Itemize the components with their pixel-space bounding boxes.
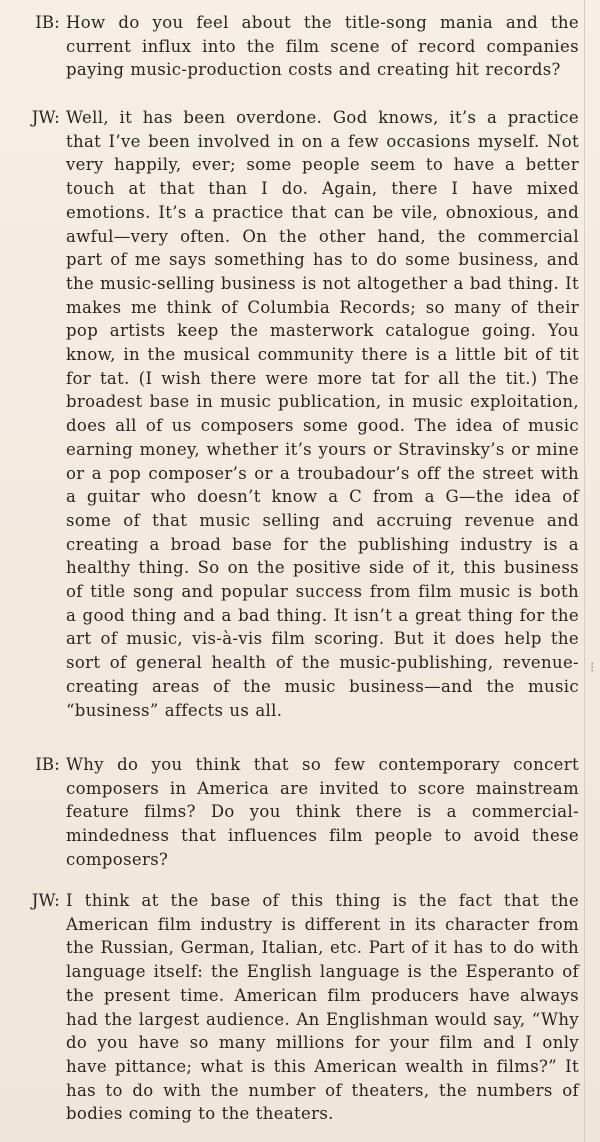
- page-edge-line: [584, 0, 585, 1142]
- answer-text: I think at the base of this thing is the fact that the American film industry is different in its character from the Russian, German, Italian, etc. Part of it has to do with language itself: the English language is the Esperanto of the present time. American film producers have always had the largest audience. An Englishman would say, “Why do you have so many millions for your film and I only have pittance; what is this American wealth in films?” It has to do with the number of theaters, the numbers of bodies coming to the theaters.: [66, 891, 579, 1124]
- answer-text: Well, it has been overdone. God knows, it’s a practice that I’ve been involved in on a few occasions myself. Not very happily, ever; some people seem to have a better touch at that than I do. Again, there I have mixed emotions. It’s a practice that can be vile, obnoxious, and awful—very often. On the other hand, the commercial part of me says something has to do some business, and the music-selling business is not altogether a bad thing. It makes me think of Columbia Records; so many of their pop artists keep the masterwork catalogue going. You know, in the musical community there is a little bit of tit for tat. (I wish there were more tat for all the tit.) The broadest base in music publication, in music exploitation, does all of us composers some good. The idea of music earning money, whether it’s yours or Stravinsky’s or mine or a pop composer’s or a troubadour’s off the street with a guitar who doesn’t know a C from a G—the idea of some of that music selling and accruing revenue and creating a broad base for the publishing industry is a healthy thing. So on the positive side of it, this business of title song and popular success from film music is both a good thing and a bad thing. It isn’t a great thing for the art of music, vis-à-vis film scoring. But it does help the sort of general health of the music-publishing, revenue-creating areas of the music business—and the music “business” affects us all.: [66, 108, 579, 720]
- speaker-label: JW:: [31, 891, 60, 910]
- question-text: How do you feel about the title-song mania and the current influx into the film scene of record companies paying music-production costs and creating hit records?: [66, 13, 579, 80]
- speaker-label: IB:: [35, 755, 60, 774]
- speaker-label: JW:: [31, 108, 60, 127]
- question-text: Why do you think that so few contemporary concert composers in America are invited to score mainstream feature films? Do you think there is a commercial-mindedness that influences film people to avoid these composers?: [66, 755, 579, 869]
- margin-mark: ⁝: [590, 660, 595, 676]
- speaker-label: IB:: [35, 13, 60, 32]
